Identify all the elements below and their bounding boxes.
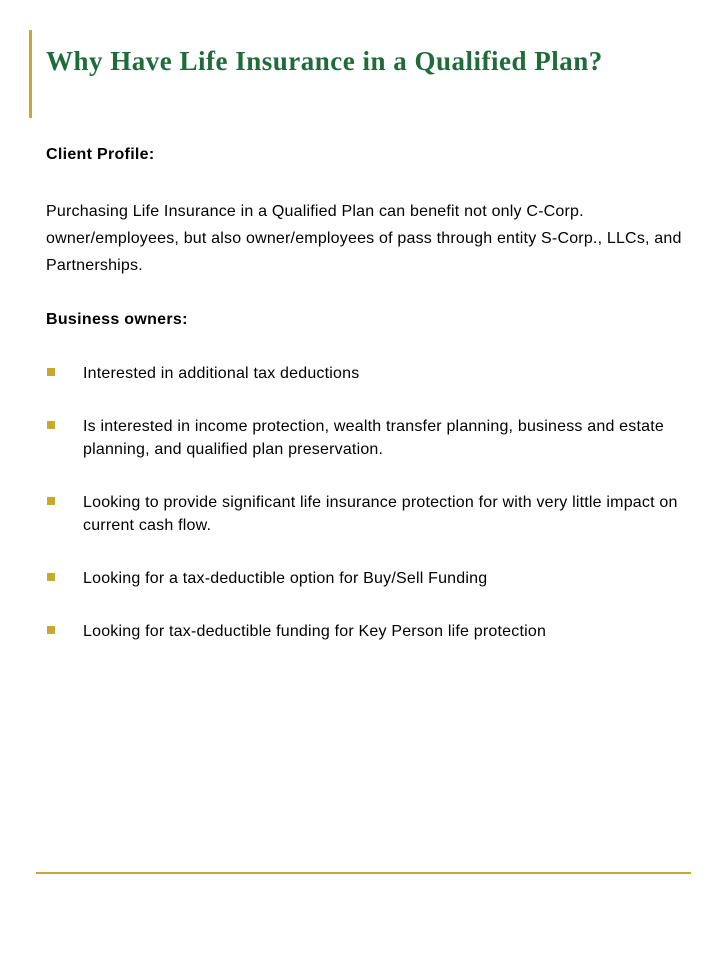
list-item-text: Interested in additional tax deductions [83, 365, 360, 382]
list-item [46, 620, 686, 643]
list-item-text: Is interested in income protection, wealth transfer planning, business and estate planning, and qualified plan preservation. [83, 418, 664, 458]
bullet-square-icon [47, 497, 55, 505]
bullet-square-icon [47, 368, 55, 376]
list-item-text: Looking to provide significant life insurance protection for with very little impact on current cash flow. [83, 494, 678, 534]
list-item [46, 415, 686, 461]
title-accent-bar [29, 30, 32, 118]
client-profile-heading: Client Profile: [46, 146, 155, 163]
client-profile-paragraph: Purchasing Life Insurance in a Qualified Plan can benefit not only C-Corp. owner/employees, but also owner/employees of pass through entity S-Corp., LLCs, and Partnerships. [46, 203, 682, 274]
list-item-text: Looking for a tax-deductible option for Buy/Sell Funding [83, 570, 488, 587]
bullet-list [46, 362, 686, 643]
list-item [46, 362, 686, 385]
slide-title: Why Have Life Insurance in a Qualified Plan? [46, 46, 603, 76]
business-owners-heading: Business owners: [46, 311, 188, 328]
bullet-square-icon [47, 626, 55, 634]
bullet-square-icon [47, 421, 55, 429]
list-item [46, 491, 686, 537]
bullet-square-icon [47, 573, 55, 581]
list-item [46, 567, 686, 590]
bottom-divider [36, 872, 691, 874]
list-item-text: Looking for tax-deductible funding for Key Person life protection [83, 623, 547, 640]
